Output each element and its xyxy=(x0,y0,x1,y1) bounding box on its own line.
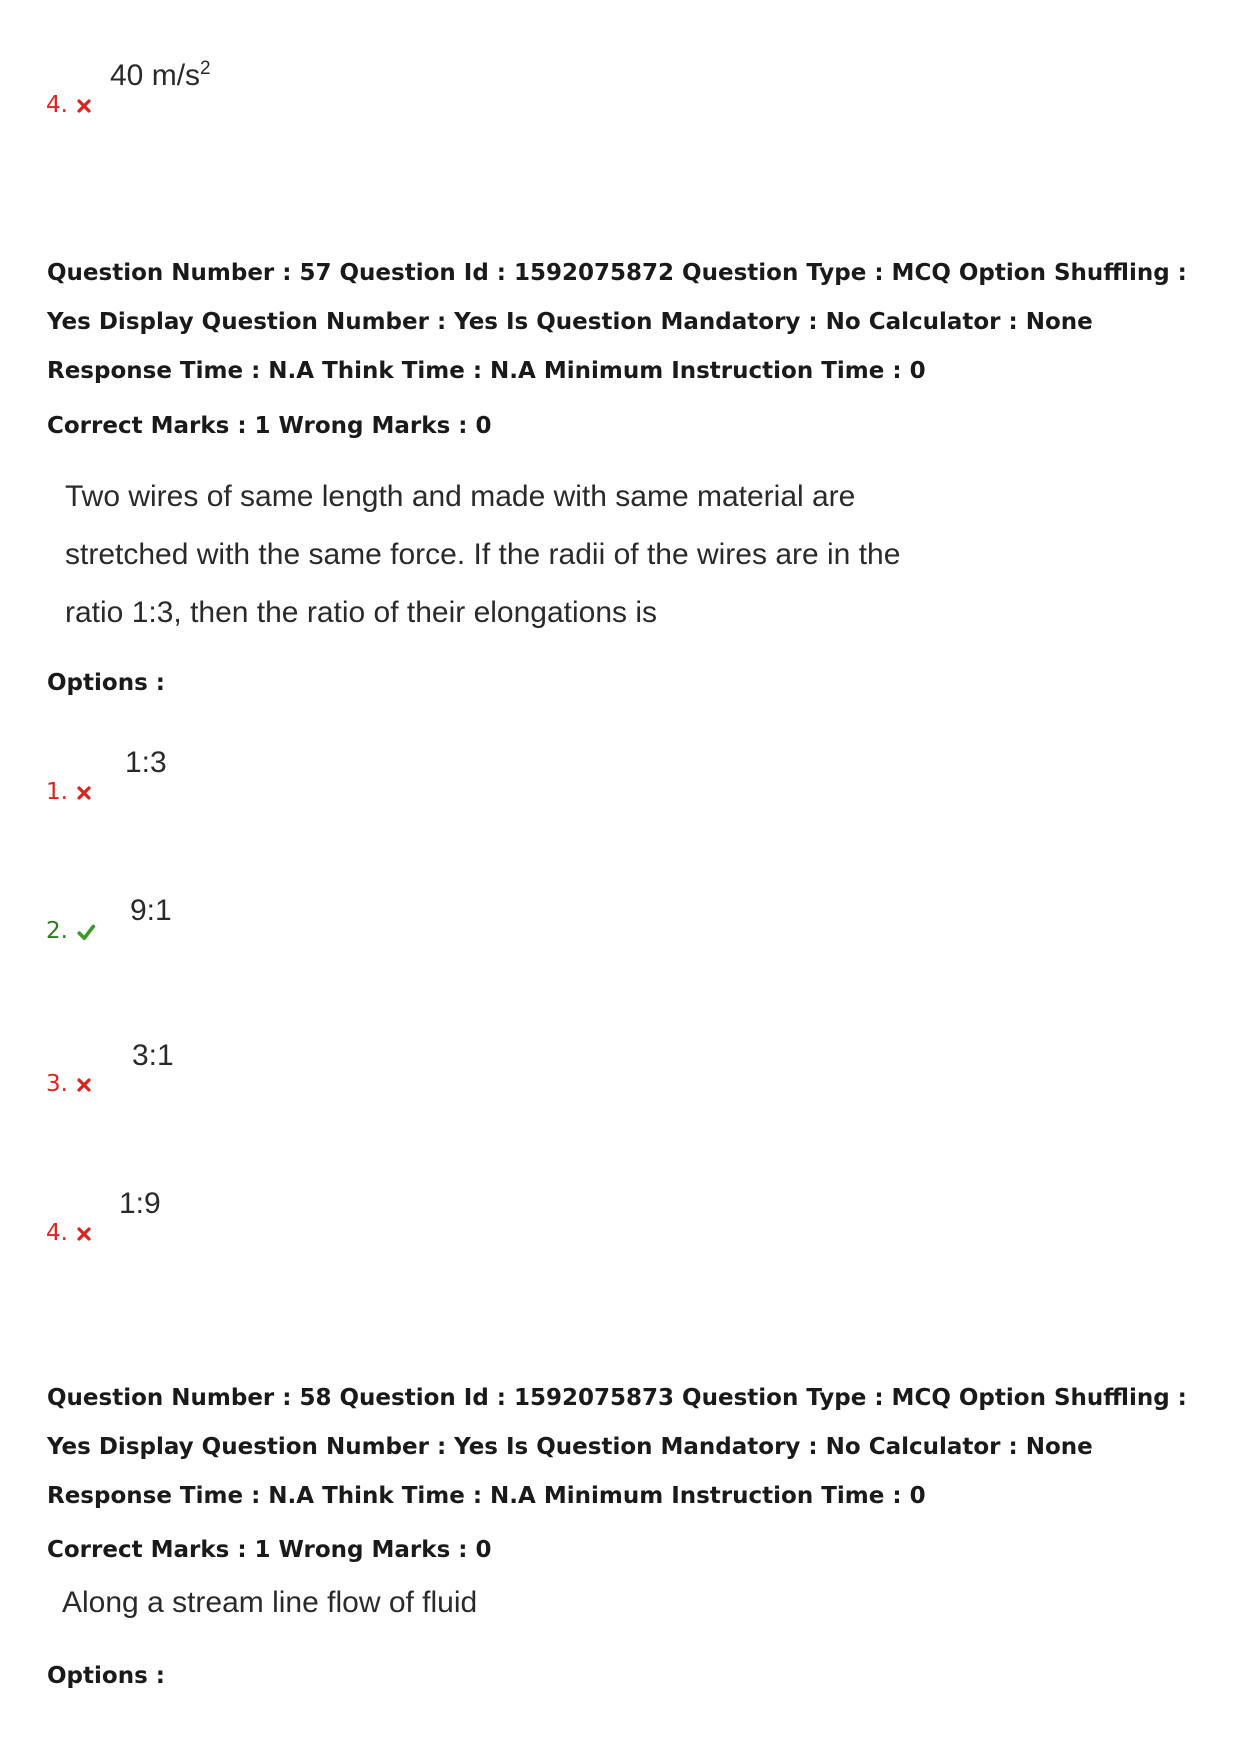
options-label: Options : xyxy=(47,670,165,696)
option-value: 9:1 xyxy=(130,894,172,927)
question-text: Two wires of same length and made with same material are stretched with the same force. If the radii of the wires are in the ratio 1:3, then the ratio of their elongations is xyxy=(65,480,901,629)
option-value: 3:1 xyxy=(132,1039,174,1072)
options-label: Options : xyxy=(47,1663,165,1689)
wrong-cross-icon xyxy=(76,785,92,801)
option-number: 1. xyxy=(46,779,92,805)
option-number: 2. xyxy=(46,918,96,944)
correct-check-icon xyxy=(76,923,96,941)
question-marks: Correct Marks : 1 Wrong Marks : 0 xyxy=(47,1537,492,1563)
question-meta: Question Number : 57 Question Id : 1592075872 Question Type : MCQ Option Shuffling : Yes Display Question Number : Yes Is Question Mandatory : No Calculator : None Response Time : N.A Think Time : N.A Minimum Instruction Time : 0 xyxy=(47,260,1187,384)
wrong-cross-icon xyxy=(76,1226,92,1242)
wrong-cross-icon xyxy=(76,98,92,114)
option-number: 4. xyxy=(46,92,92,118)
question-meta: Question Number : 58 Question Id : 1592075873 Question Type : MCQ Option Shuffling : Yes Display Question Number : Yes Is Question Mandatory : No Calculator : None Response Time : N.A Think Time : N.A Minimum Instruction Time : 0 xyxy=(47,1385,1187,1509)
question-text: Along a stream line flow of fluid xyxy=(62,1586,478,1619)
option-value: 1:3 xyxy=(125,746,167,779)
option-value: 1:9 xyxy=(119,1187,161,1220)
option-number: 4. xyxy=(46,1220,92,1246)
wrong-cross-icon xyxy=(76,1077,92,1093)
option-value: 40 $m/s^2$ xyxy=(110,58,211,92)
option-number: 3. xyxy=(46,1071,92,1097)
question-marks: Correct Marks : 1 Wrong Marks : 0 xyxy=(47,413,492,439)
